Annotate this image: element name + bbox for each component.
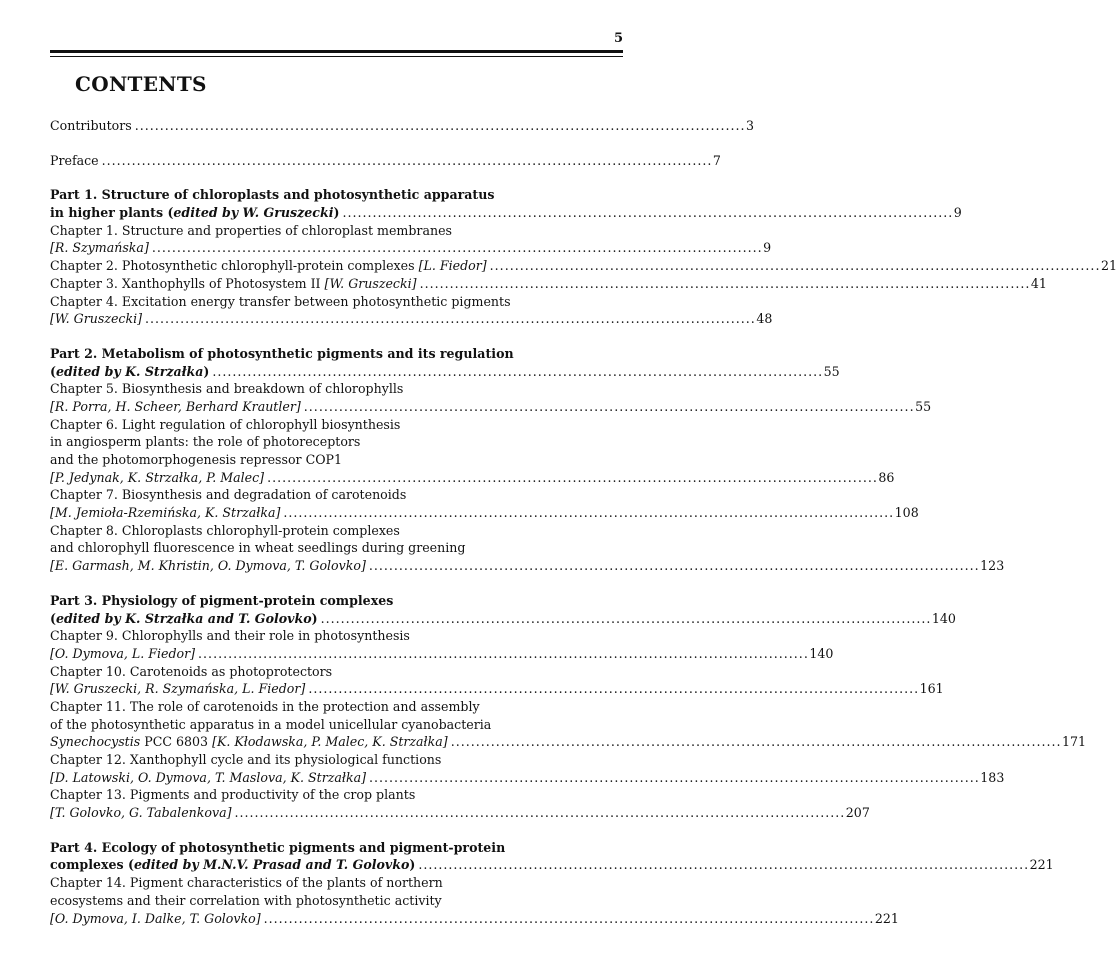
toc-page: 140	[931, 610, 956, 626]
page-number: 5	[613, 31, 623, 46]
dot-leader	[235, 804, 843, 822]
chapter-14-authors[interactable]	[50, 910, 899, 928]
chapter-6-title-cont[interactable]	[50, 451, 612, 469]
dot-leader	[418, 856, 1026, 874]
chapter-authors: [O. Dymova, I. Dalke, T. Golovko]	[50, 910, 261, 926]
toc-page: 55	[823, 363, 840, 379]
dot-leader	[369, 769, 977, 787]
toc-text: in higher plants (	[50, 205, 174, 221]
toc-page: 161	[919, 681, 944, 697]
toc-title: Part 2. Metabolism of photosynthetic pigments and its regulation	[50, 345, 514, 361]
dot-leader	[212, 363, 820, 381]
toc-text: )	[203, 363, 210, 379]
dot-leader	[198, 645, 806, 663]
part-3-editors[interactable]	[50, 610, 956, 628]
toc-title	[50, 257, 487, 275]
toc-title: ecosystems and their correlation with photosynthetic activity	[50, 892, 442, 908]
toc-title: Chapter 12. Xanthophyll cycle and its physiological functions	[50, 752, 442, 767]
toc-text: Chapter 3. Xanthophylls of Photosystem II	[50, 275, 325, 291]
toc-title: Chapter 11. The role of carotenoids in the protection and assembly	[50, 698, 480, 714]
toc-title: Chapter 8. Chloroplasts chlorophyll-protein complexes	[50, 522, 400, 538]
toc-title	[50, 610, 318, 628]
part-1-editors[interactable]	[50, 204, 962, 222]
chapter-13-authors[interactable]	[50, 804, 870, 822]
chapter-authors: [R. Porra, H. Scheer, Berhard Krautler]	[50, 398, 301, 414]
chapter-authors: [W. Gruszecki]	[50, 311, 143, 327]
part-2-editors[interactable]	[50, 363, 840, 381]
chapter-10-title[interactable]	[50, 663, 612, 681]
part-4-editors[interactable]	[50, 856, 1054, 874]
toc-page: 221	[1029, 857, 1054, 873]
toc-page: 9	[953, 205, 962, 221]
toc-title: Part 3. Physiology of pigment-protein complexes	[50, 592, 394, 608]
dot-leader	[369, 557, 977, 575]
chapter-5-title[interactable]	[50, 380, 612, 398]
chapter-12-title[interactable]	[50, 751, 612, 769]
toc-title: Chapter 9. Chlorophylls and their role in photosynthesis	[50, 628, 410, 644]
chapter-authors: [P. Jedynak, K. Strzałka, P. Malec]	[50, 469, 265, 485]
chapter-11-authors[interactable]	[50, 733, 1087, 751]
chapter-8-title-cont[interactable]	[50, 539, 612, 557]
chapter-11-title[interactable]	[50, 698, 612, 716]
chapter-authors: [T. Golovko, G. Tabalenkova]	[50, 805, 232, 821]
toc-text: Chapter 2. Photosynthetic chlorophyll-protein complexes	[50, 258, 419, 274]
toc-title	[50, 275, 417, 293]
toc-page: 207	[845, 805, 870, 821]
chapter-6-title-cont[interactable]	[50, 433, 612, 451]
editor-names: edited by K. Strzałka and T. Golovko	[55, 610, 312, 626]
chapter-14-title-cont[interactable]	[50, 892, 612, 910]
dot-leader	[135, 117, 743, 135]
toc-text: PCC 6803	[140, 734, 213, 750]
toc-title	[50, 363, 209, 381]
editor-names: edited by W. Gruszecki	[173, 205, 334, 221]
toc-title: in angiosperm plants: the role of photoreceptors	[50, 434, 361, 450]
toc-title: Chapter 10. Carotenoids as photoprotectors	[50, 663, 333, 679]
chapter-9-title[interactable]	[50, 627, 612, 645]
toc-page: 21	[1100, 258, 1117, 274]
toc-title: Chapter 13. Pigments and productivity of the crop plants	[50, 787, 416, 803]
chapter-authors: [W. Gruszecki, R. Szymańska, L. Fiedor]	[50, 681, 306, 697]
toc-page: 221	[874, 910, 899, 926]
dot-leader	[102, 152, 710, 170]
toc-page: 123	[980, 558, 1005, 574]
toc-page: 9	[763, 240, 772, 256]
dot-leader	[490, 257, 1098, 275]
toc-title: and the photomorphogenesis repressor COP1	[50, 452, 343, 467]
toc-title: Chapter 6. Light regulation of chlorophyll biosynthesis	[50, 416, 401, 432]
toc-title	[50, 856, 415, 874]
table-of-contents	[50, 117, 1117, 927]
dot-leader	[420, 275, 1028, 293]
toc-text: )	[311, 610, 318, 626]
part-4-title[interactable]	[50, 839, 612, 857]
chapter-1-title[interactable]	[50, 222, 612, 240]
dot-leader	[304, 398, 912, 416]
dot-leader	[283, 504, 891, 522]
part-1-title[interactable]	[50, 186, 612, 204]
organism-name: Synechocystis	[50, 734, 141, 750]
chapter-4-title[interactable]	[50, 293, 612, 311]
chapter-authors: [M. Jemioła-Rzemińska, K. Strzałka]	[50, 505, 281, 521]
chapter-authors: [E. Garmash, M. Khristin, O. Dymova, T. Golovko]	[50, 558, 366, 574]
dot-leader	[451, 733, 1059, 751]
chapter-7-authors[interactable]	[50, 504, 919, 522]
dot-leader	[308, 680, 916, 698]
chapter-5-authors[interactable]	[50, 398, 932, 416]
chapter-13-title[interactable]	[50, 786, 612, 804]
toc-title: Chapter 5. Biosynthesis and breakdown of chlorophylls	[50, 381, 404, 397]
chapter-authors: [W. Gruszecki]	[324, 275, 417, 291]
toc-page: 7	[712, 152, 721, 168]
toc-page: 3	[746, 118, 755, 133]
toc-title: Part 4. Ecology of photosynthetic pigments and pigment-protein	[50, 839, 506, 855]
part-3-title[interactable]	[50, 592, 612, 610]
toc-page: 171	[1061, 734, 1087, 750]
toc-title: Contributors	[50, 118, 132, 133]
toc-title: of the photosynthetic apparatus in a model unicellular cyanobacteria	[50, 716, 492, 732]
chapter-authors: [O. Dymova, L. Fiedor]	[50, 645, 196, 661]
chapter-6-authors[interactable]	[50, 469, 895, 487]
toc-text: (	[50, 363, 56, 379]
chapter-8-authors[interactable]	[50, 557, 1005, 575]
header-rule-thin	[50, 56, 623, 57]
toc-page: 140	[809, 645, 834, 661]
chapter-1-authors[interactable]	[50, 239, 772, 257]
chapter-authors: [L. Fiedor]	[418, 258, 487, 274]
toc-title: Chapter 14. Pigment characteristics of the plants of northern	[50, 875, 443, 891]
toc-page: 86	[878, 469, 895, 485]
chapter-3[interactable]	[50, 275, 1047, 293]
chapter-6-title[interactable]	[50, 416, 612, 434]
toc-text: )	[409, 857, 416, 873]
dot-leader	[267, 469, 875, 487]
toc-title: Part 1. Structure of chloroplasts and photosynthetic apparatus	[50, 187, 495, 203]
chapter-8-title[interactable]	[50, 522, 612, 540]
toc-text: )	[333, 205, 340, 221]
chapter-authors: [R. Szymańska]	[50, 240, 149, 256]
dot-leader	[342, 204, 950, 222]
toc-page: 48	[756, 311, 773, 327]
editor-names: edited by K. Strzałka	[55, 363, 204, 379]
chapter-authors: [D. Latowski, O. Dymova, T. Maslova, K. Strzałka]	[50, 769, 367, 785]
toc-page: 41	[1030, 275, 1047, 291]
header-rule-thick	[50, 50, 623, 53]
toc-title: and chlorophyll fluorescence in wheat seedlings during greening	[50, 540, 466, 556]
part-2-title[interactable]	[50, 345, 612, 363]
chapter-9-authors[interactable]	[50, 645, 834, 663]
toc-entry-contributors[interactable]	[50, 117, 755, 135]
chapter-14-title[interactable]	[50, 874, 612, 892]
chapter-11-title-cont[interactable]	[50, 716, 612, 734]
toc-page: 183	[980, 769, 1005, 785]
toc-text: complexes (	[50, 857, 134, 873]
chapter-10-authors[interactable]	[50, 680, 944, 698]
toc-title: Chapter 7. Biosynthesis and degradation of carotenoids	[50, 487, 407, 503]
toc-title	[50, 204, 339, 222]
chapter-authors: [K. Kłodawska, P. Malec, K. Strzałka]	[212, 734, 448, 750]
toc-title: Preface	[50, 152, 99, 168]
dot-leader	[321, 610, 929, 628]
dot-leader	[264, 910, 872, 928]
toc-title	[50, 733, 448, 751]
toc-title: Chapter 1. Structure and properties of chloroplast membranes	[50, 222, 452, 238]
chapter-7-title[interactable]	[50, 486, 612, 504]
chapter-12-authors[interactable]	[50, 769, 1005, 787]
toc-page: 55	[915, 398, 932, 414]
chapter-2[interactable]	[50, 257, 1117, 275]
contents-heading: CONTENTS	[75, 72, 207, 96]
toc-entry-preface[interactable]	[50, 152, 721, 170]
toc-text: (	[50, 610, 56, 626]
editor-names: edited by M.N.V. Prasad and T. Golovko	[133, 857, 410, 873]
toc-page: 108	[894, 505, 919, 521]
dot-leader	[145, 310, 753, 328]
toc-title: Chapter 4. Excitation energy transfer between photosynthetic pigments	[50, 293, 511, 309]
chapter-4-authors[interactable]	[50, 310, 773, 328]
dot-leader	[152, 239, 760, 257]
